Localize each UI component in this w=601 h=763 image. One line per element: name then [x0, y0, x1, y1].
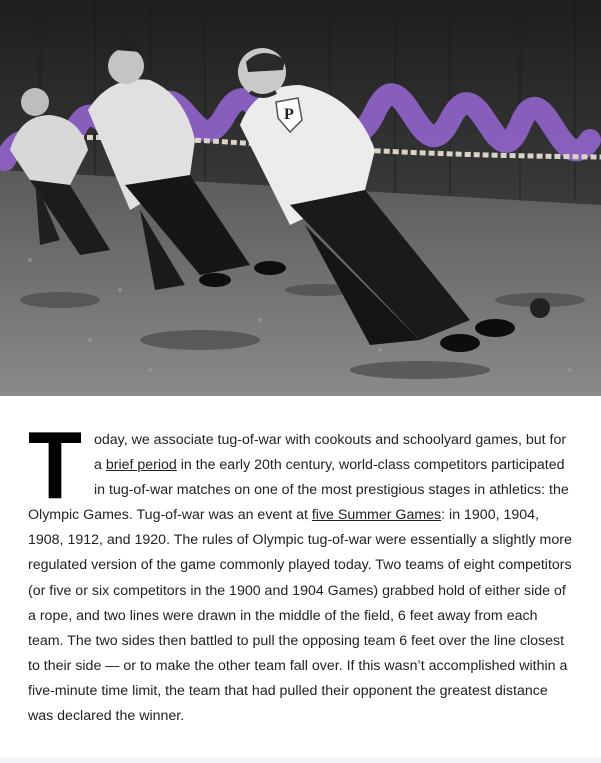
brief-period-link[interactable]: brief period [105, 457, 177, 474]
dropcap-letter: T [28, 412, 82, 519]
paragraph-text-1: oday, we associate tug-of-war with cookouts and schoolyard games, but for a [94, 432, 567, 474]
paragraph-text-2: in the early 20th century, world-class competitors participated in tug-of-war matches on one of the most prestigious stages in athletics: the Olympic Games. Tug-of-war was an event at [28, 457, 569, 524]
bottom-band [0, 757, 601, 763]
sweater-letter: P [284, 106, 294, 123]
five-summer-games-link[interactable]: five Summer Games [311, 507, 442, 524]
article-paragraph [28, 412, 573, 729]
paragraph-text-3: : in 1900, 1904, 1908, 1912, and 1920. The rules of Olympic tug-of-war were essentially a slightly more regulated version of the game commonly played today. Two teams of eight competitors (or five or six competitors in the 1900 and 1904 Games) grabbed hold of either side of a rope, and two lines were drawn in the middle of the field, 6 feet away from each team. The two sides then battled to pull the opposing team 6 feet over the line closest to their side — or to make the other team fall over. If this wasn’t accomplished within a five-minute time limit, the team that had pulled their opponent the greatest distance was declared the winner. [28, 507, 572, 725]
article-body [28, 412, 573, 729]
